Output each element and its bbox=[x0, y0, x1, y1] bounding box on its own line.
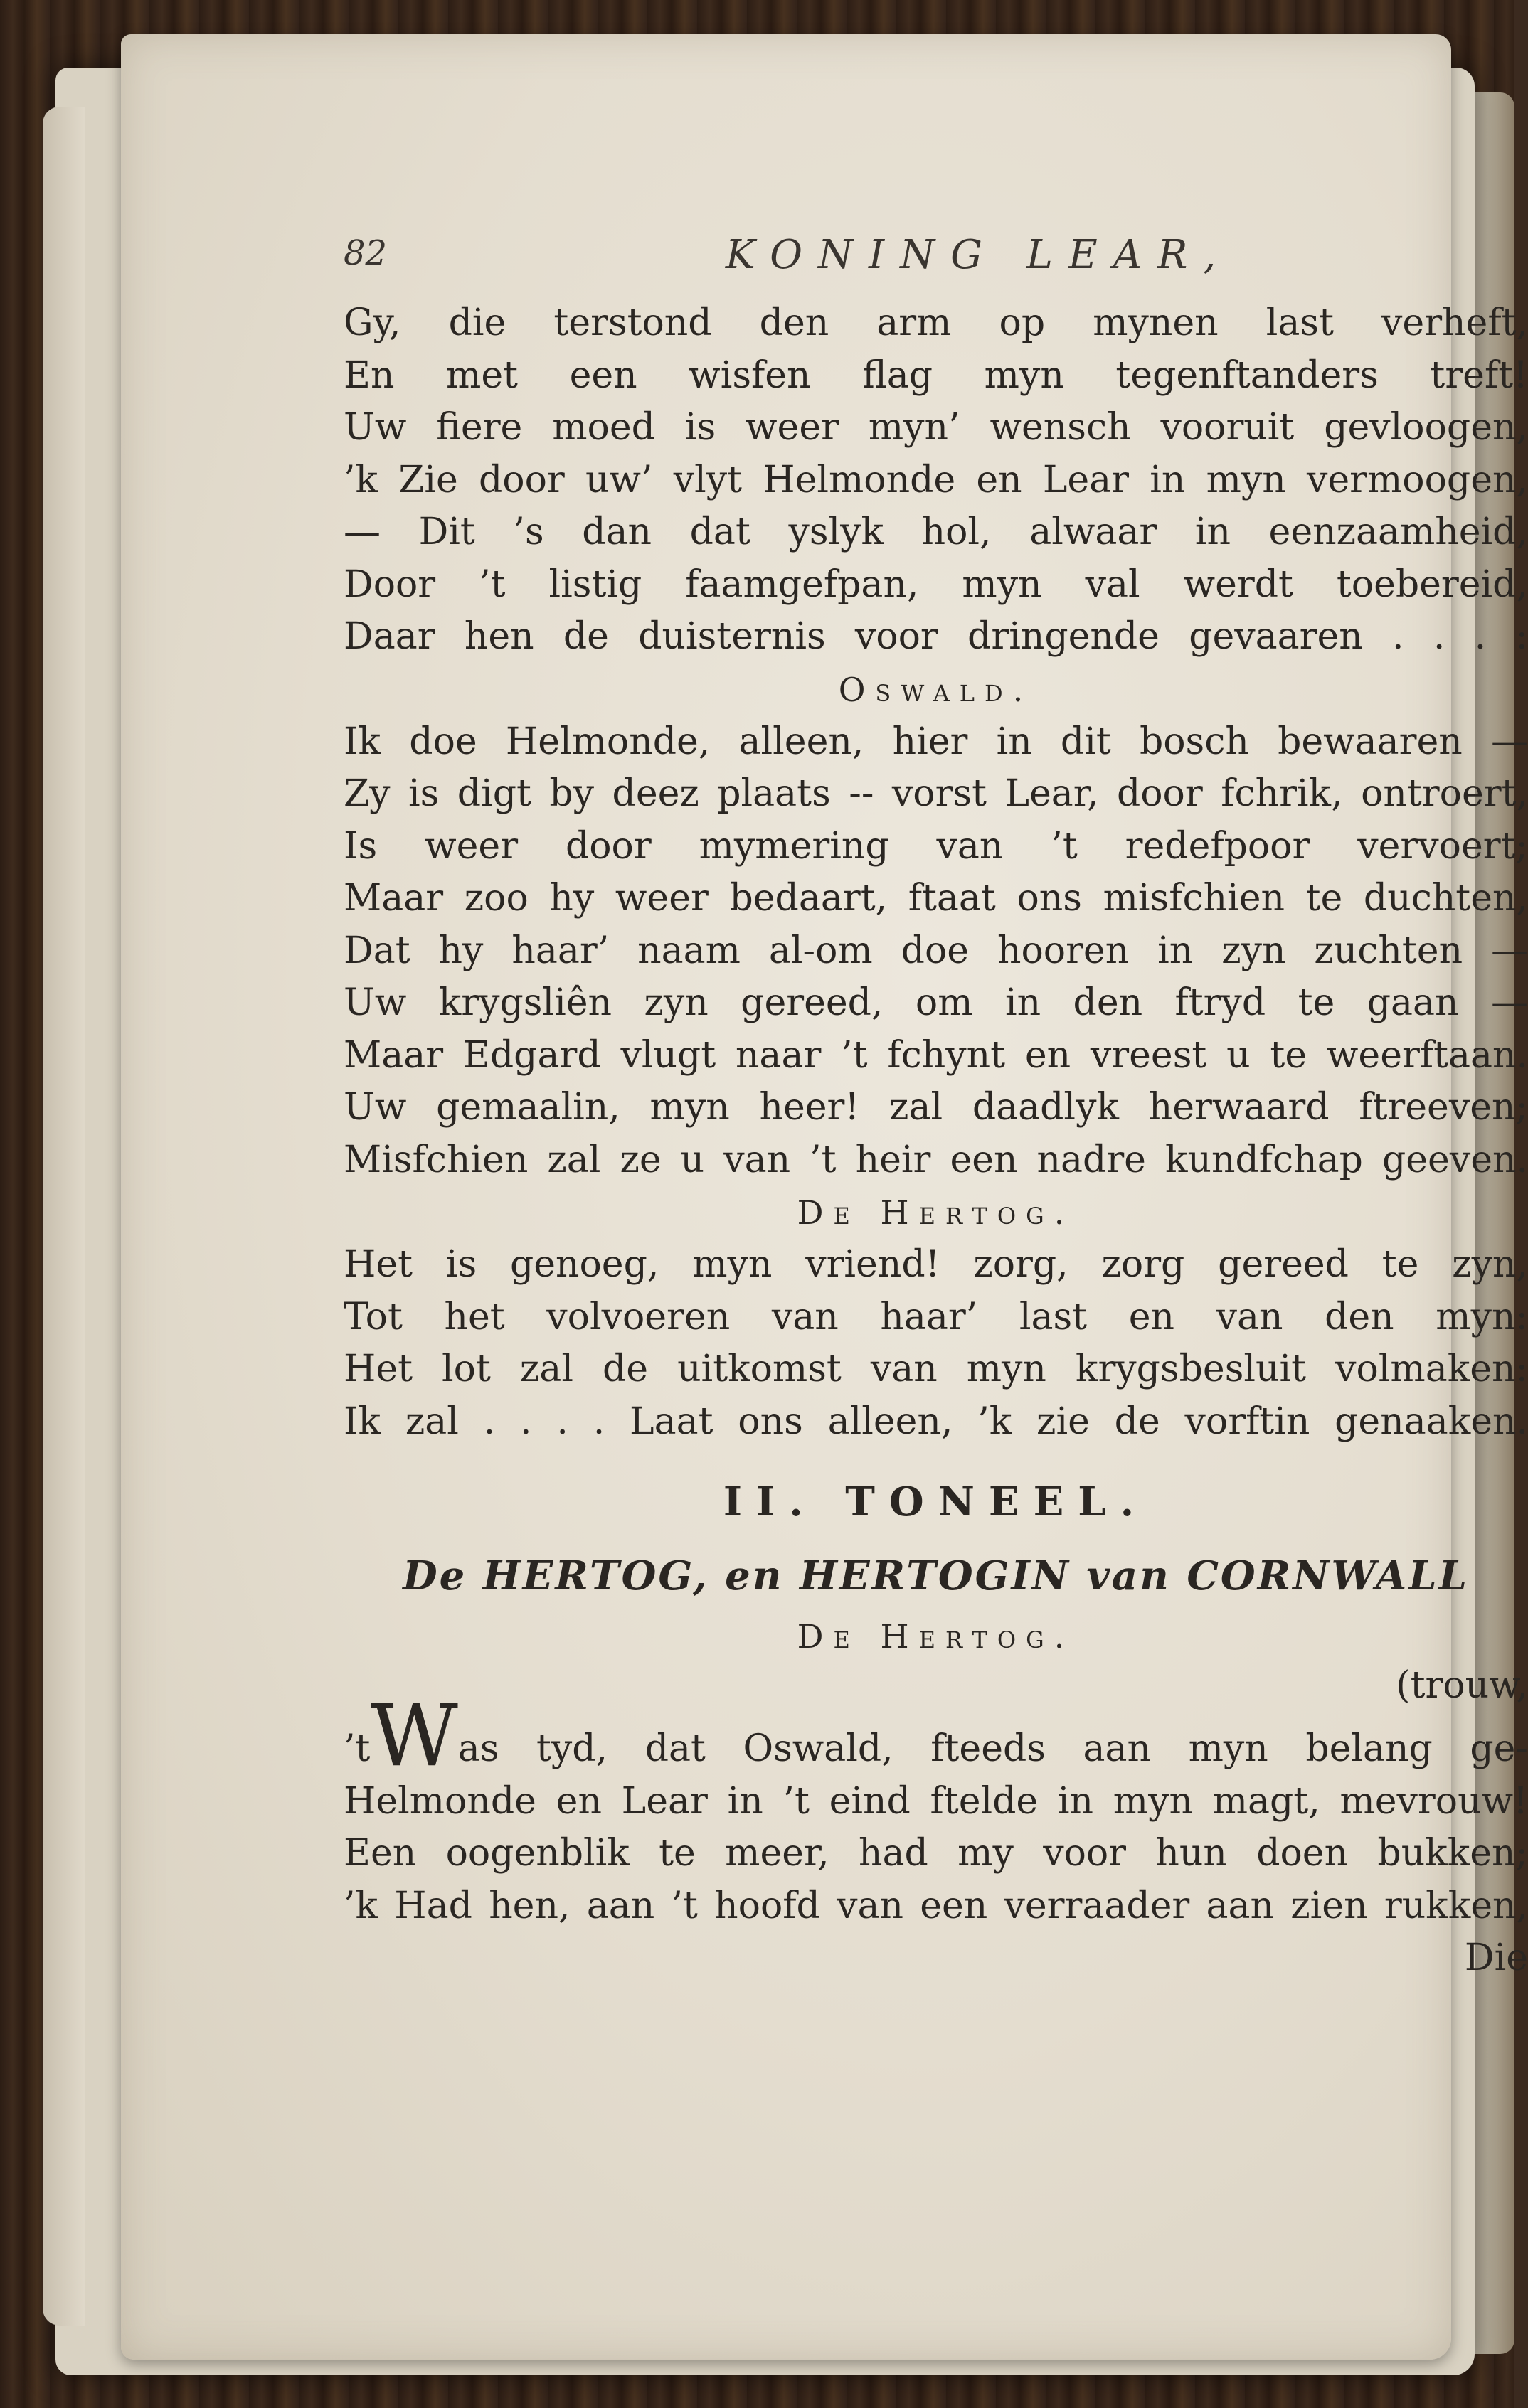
dropcap-line-rest: as tyd, dat Oswald, fteeds aan myn belang ge- bbox=[457, 1727, 1528, 1770]
verse-line: Ik doe Helmonde, alleen, hier in dit bosch bewaaren — bbox=[344, 720, 1528, 763]
verse-line: Het is genoeg, myn vriend! zorg, zorg gereed te zyn, bbox=[344, 1243, 1528, 1286]
scene-title: II. TONEEL. bbox=[723, 1479, 1149, 1525]
verse-line: Zy is digt by deez plaats -- vorst Lear, door fchrik, ontroert, bbox=[344, 772, 1528, 815]
page-text-area bbox=[344, 212, 1528, 1984]
verse-line: Ik zal . . . . Laat ons alleen, ’k zie de vorftin genaaken. bbox=[344, 1400, 1528, 1443]
verse-line: Maar zoo hy weer bedaart, ftaat ons misfchien te duchten, bbox=[344, 877, 1528, 920]
scene-persons: De HERTOG, en HERTOGIN van CORNWALL bbox=[403, 1552, 1469, 1599]
verse-line: En met een wisfen flag myn tegenftanders treft! bbox=[344, 353, 1528, 397]
book-page bbox=[121, 34, 1528, 2360]
catchword: Die bbox=[1464, 1936, 1528, 1979]
verse-line: Uw fiere moed is weer myn’ wensch vooruit gevloogen, bbox=[344, 406, 1528, 449]
running-title: KONING LEAR, bbox=[725, 232, 1232, 278]
verse-line: ’k Zie door uw’ vlyt Helmonde en Lear in myn vermoogen, bbox=[344, 458, 1528, 501]
verse-line: Een oogenblik te meer, had my voor hun doen bukken; bbox=[344, 1832, 1528, 1875]
verse-line: Uw gemaalin, myn heer! zal daadlyk herwaard ftreeven; bbox=[344, 1086, 1528, 1129]
overflow-word: (trouw, bbox=[1396, 1664, 1528, 1707]
verse-line: Gy, die terstond den arm op mynen last verheft, bbox=[344, 302, 1528, 344]
verse-line: Is weer door mymering van ’t redefpoor vervoert; bbox=[344, 824, 1528, 868]
dropcap-prefix: ’t bbox=[344, 1727, 371, 1770]
verse-block-3 bbox=[344, 1239, 1528, 1448]
speaker-oswald: Oswald. bbox=[838, 670, 1034, 709]
verse-line: Helmonde en Lear in ’t eind ftelde in myn magt, mevrouw! bbox=[344, 1779, 1528, 1823]
page-header bbox=[344, 212, 1528, 297]
verse-line: Misfchien zal ze u van ’t heir een nadre kundfchap geeven. bbox=[344, 1138, 1528, 1181]
verse-line: Tot het volvoeren van haar’ last en van den myn: bbox=[344, 1295, 1528, 1338]
verse-line: Het lot zal de uitkomst van myn krygsbesluit volmaken: bbox=[344, 1348, 1528, 1390]
speaker-hertog: De Hertog. bbox=[797, 1193, 1075, 1232]
verse-line: Door ’t listig faamgefpan, myn val werdt toebereid, bbox=[344, 563, 1528, 606]
book-edge-left bbox=[43, 107, 85, 2326]
verse-block-2 bbox=[344, 716, 1528, 1187]
page-number: 82 bbox=[344, 233, 388, 273]
verse-line: — Dit ’s dan dat yslyk hol, alwaar in eenzaamheid, bbox=[344, 511, 1528, 553]
verse-line: Maar Edgard vlugt naar ’t fchynt en vreest u te weerftaan. bbox=[344, 1033, 1528, 1077]
verse-line: ’k Had hen, aan ’t hoofd van een verraader aan zien rukken, bbox=[344, 1884, 1528, 1927]
verse-line: Uw krygsliên zyn gereed, om in den ftryd te gaan — bbox=[344, 981, 1528, 1024]
dropcap-letter: W bbox=[370, 1687, 458, 1786]
speaker-hertog-scene: De Hertog. bbox=[797, 1617, 1075, 1656]
verse-line: Daar hen de duisternis voor dringende gevaaren . . . : bbox=[344, 615, 1528, 658]
verse-block-4 bbox=[344, 1663, 1528, 1984]
verse-line: Dat hy haar’ naam al-om doe hooren in zyn zuchten — bbox=[344, 929, 1528, 972]
verse-block-1 bbox=[344, 297, 1528, 664]
dropcap-verse-line bbox=[344, 1687, 1528, 1786]
